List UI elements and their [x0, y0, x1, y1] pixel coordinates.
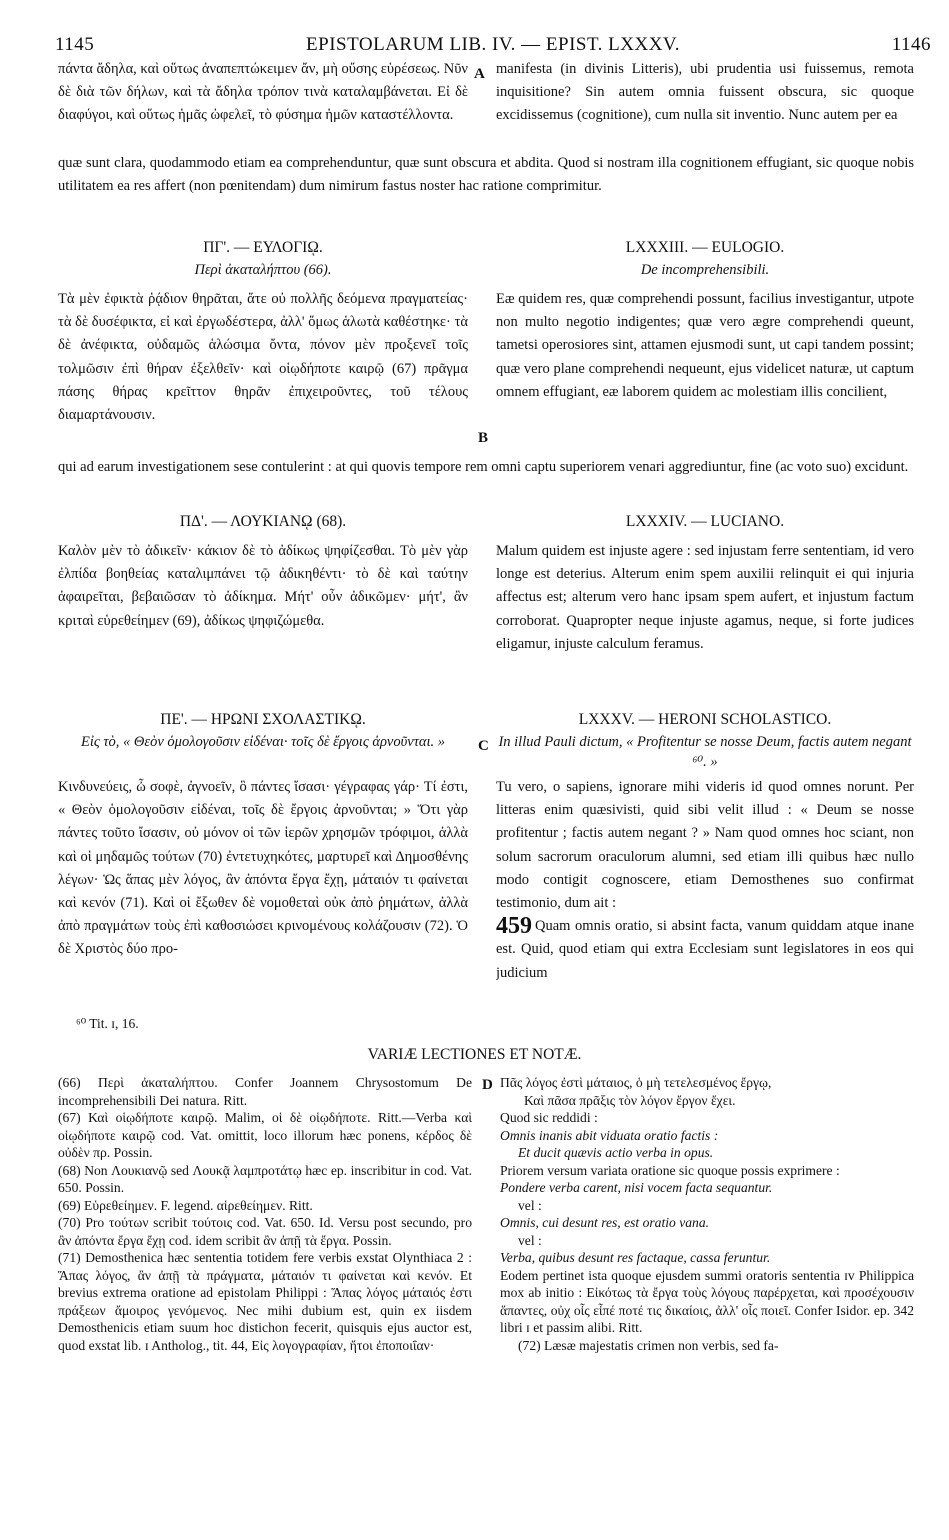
- top-latin-text: manifesta (in divinis Litteris), ubi prudentia usi fuissemus, remota inquisitione? Sin autem omnia fuissent obscura, sic quoque excidissemus (cognitione), cum nulla sit inventio. Nunc autem per ea: [496, 61, 914, 124]
- page-number-left: 1145: [55, 34, 95, 55]
- note-67: (67) Καὶ οἱῳδήποτε καιρῷ. Malim, οἱ δὲ οἱῳδήποτε. Ritt.—Verba καὶ οἱῳδήποτε καιρῷ cod. Vat. omittit, loco illorum hæc ponens, κέρδος δὲ οὐδὲν πρ. Possin.: [58, 1110, 472, 1160]
- running-header: [55, 34, 931, 56]
- running-title: EPISTOLARUM LIB. IV. — EPIST. LXXXV.: [306, 34, 680, 55]
- top-full-width: [58, 152, 914, 224]
- note-reddidi: Quod sic reddidi :: [500, 1110, 598, 1125]
- ep84-latin-text: Malum quidem est injuste agere : sed injustam ferre sententiam, id vero longe est deterius. Alterum enim spem auxilii relinquit ei qui injuria affectus est; alterum vero hanc ipsam spem aufert, et injustum factum corroborat. Quapropter neque injuste agamus, neque, si forte judices eligamur, injuste calculum feramus.: [496, 543, 914, 652]
- note-verse-1: Πᾶς λόγος ἐστὶ μάταιος, ὁ μὴ τετελεσμένος ἔργῳ,: [500, 1075, 772, 1090]
- note-latin-verse-4: Omnis, cui desunt res, est oratio vana.: [500, 1215, 710, 1230]
- margin-mark-c: C: [478, 738, 489, 754]
- note-69: (69) Εὑρεθείημεν. F. legend. αἱρεθείημεν. Ritt.: [58, 1197, 313, 1213]
- ep83-full-text: qui ad earum investigationem sese contulerint : at qui quovis tempore rem omni captu superiorem venari aggrediuntur, fine (ac voto suo) excidunt.: [58, 459, 909, 475]
- top-full-text: quæ sunt clara, quodammodo etiam ea comprehenduntur, quæ sunt obscura et abdita. Quod si nostram illa cognitionem effugiant, sic quoque nobis utilitatem ea res affert (non pœnitendam) dum nimirum fastus noster hac ratione comprimitur.: [58, 155, 914, 195]
- note-latin-verse-5: Verba, quibus desunt res factaque, cassa feruntur.: [500, 1250, 771, 1265]
- top-greek-column: [58, 58, 468, 152]
- note-72: (72) Læsæ majestatis crimen non verbis, sed fa-: [518, 1337, 779, 1353]
- ep83-latin-text: Eæ quidem res, quæ comprehendi possunt, facilius investigantur, utpote non multo negotio indigentes; quæ vero ægre comprehendi queunt, tametsi operosiores sint, attamen ejusmodi sunt, ut capi tandem possint; quæ vero plane comprehendi nequeunt, ejus videlicet naturæ, ut captum omnem effugiant, eæ laborem quidem ac molestiam illis concilient,: [496, 291, 914, 400]
- note-vel-1: vel :: [518, 1197, 542, 1213]
- ep83-greek-column: [58, 288, 468, 456]
- ep84-latin-title: LXXXIV. — LUCIANO.: [625, 513, 785, 530]
- ep85-greek-column: [58, 776, 468, 1016]
- note-latin-verse-2: Et ducit quævis actio verba in opus.: [518, 1145, 714, 1160]
- notes-title: VARIÆ LECTIONES ET NOTÆ.: [367, 1046, 582, 1063]
- notes-left-column: [58, 1074, 472, 1534]
- ep83-latin-subtitle: De incomprehensibili.: [640, 262, 770, 278]
- top-latin-column: [496, 58, 914, 152]
- ep84-greek-column: [58, 540, 468, 664]
- note-latin-verse-1: Omnis inanis abit viduata oratio factis :: [500, 1127, 719, 1143]
- ep85-greek-text: Κινδυνεύεις, ὦ σοφὲ, ἀγνοεῖν, ὃ πάντες ἴσασι· γέγραφας γάρ· Τί ἐστι, « Θεὸν ὁμολογοῦσιν εἰδέναι, τοῖς δὲ ἔργοις ἀρνοῦνται; » Ὅτι γὰρ πάντες τοῦτο ἴσασιν, οὐ μόνον οἱ τῶν ἱερῶν χρησμῶν τρόφιμοι, ἀλλὰ καὶ οἱ μηδαμῶς τούτων (70) ἐντετυχηκότες, μαρτυρεῖ καὶ Δημοσθένης λέγων· Ὡς ἅπας μὲν λόγος, ἂν ἀπόντα ἔργα ἔχῃ, μάταιόν τι φαίνεται καὶ κενόν (71). Καὶ οἱ ἔξωθεν δὲ νομοθεταὶ οὐκ ἀπὸ ῥημάτων, ἀλλὰ ἀπὸ πραγμάτων τοὺς ἐπὶ καθοσιώσει κρινομένους κολάζουσιν (72). Ὁ δὲ Χριστὸς δύο προ-: [58, 779, 468, 958]
- note-eodem: Eodem pertinet ista quoque ejusdem summi oratoris sententia ɪv Philippica mox ab initio : Εἰκότως τὰ ἔργα τοὺς λόγους παρέρχεται, καὶ προσέχουσιν ἅπαντες, οὐχ οἷς εἶπέ ποτέ τις δικαίοις, ἀλλ' οἷς ποιεῖ. Confer Isidor. ep. 342 libri ɪ et passim alibi. Ritt.: [500, 1267, 914, 1335]
- ep83-greek-text: Τὰ μὲν ἐφικτὰ ῥᾴδιον θηρᾶται, ἅτε οὐ πολλῆς δεόμενα πραγματείας· τὰ δὲ δυσέφικτα, εἰ καὶ ἐργωδέστερα, ἀλλ' ὅμως ἁλωτὰ καθέστηκε· τὰ δὲ ἀνέφικτα, οὐδαμῶς ἁλώσιμα ὄντα, πόνον μὲν προξενεῖ τοῖς τολμῶσιν ἐπὶ θήραν ἐξελθεῖν· καὶ οἱῳδήποτε καιρῷ (67) πρᾶγμα πάσης θήρας κρεῖττον θηρᾶν ἐπιχειροῦντες, τοῦ τέλους διαμαρτάνουσιν.: [58, 291, 468, 424]
- ep85-footnote: ⁶⁰ Tit. ɪ, 16.: [76, 1016, 139, 1031]
- note-66: (66) Περὶ ἀκαταλήπτου. Confer Joannem Chrysostomum De incomprehensibili Dei natura. Ritt.: [58, 1075, 472, 1108]
- ep85-latin-text-a: Tu vero, o sapiens, ignorare mihi videris id quod omnes norunt. Per litteras enim quæsivisti, quid sibi velit illud : « Deum se nosse profitentur ; factis autem negant ? » Nam quod omnes hoc sciant, non solum sacrorum oraculorum alumni, sed etiam illi quibus hæc nullo modo contigit cognoscere, etiam Demosthenes suo confirmat testimonio, dum ait :: [496, 779, 914, 912]
- note-latin-verse-3: Pondere verba carent, nisi vocem facta sequantur.: [500, 1180, 773, 1195]
- ep83-full-width: [58, 456, 914, 504]
- margin-mark-d: D: [482, 1077, 493, 1093]
- note-70: (70) Pro τούτων scribit τούτοις cod. Vat. 650. Id. Versu post secundo, pro ἂν ἀπόντα ἔργα ἔχῃ cod. idem scribit ἂν ἀπῇ τὰ ἔργα. Possin.: [58, 1215, 472, 1248]
- ep85-latin-text-b: Quam omnis oratio, si absint facta, vanum quiddam atque inane est. Quid, quod etiam qui extra Ecclesiam sunt legislatores in eos qui judicium: [496, 918, 914, 981]
- ep83-greek-title: ΠΓ'. — ΕΥΛΟΓΙῼ.: [203, 239, 323, 256]
- note-priorem: Priorem versum variata oratione sic quoque possis exprimere :: [500, 1162, 840, 1178]
- margin-mark-b: B: [478, 430, 489, 446]
- ep83-latin-title: LXXXIII. — EULOGIO.: [625, 239, 785, 256]
- note-vel-2: vel :: [518, 1232, 542, 1248]
- ep85-latin-title: LXXXV. — HERONI SCHOLASTICO.: [578, 711, 832, 728]
- ep84-greek-title: ΠΔ'. — ΛΟΥΚΙΑΝῼ (68).: [179, 513, 347, 530]
- note-verse-2: Καὶ πᾶσα πρᾶξις τὸν λόγον ἔργον ἔχει.: [524, 1092, 736, 1108]
- note-68: (68) Non Λουκιανῷ sed Λουκᾷ λαμπροτάτῳ hæc ep. inscribitur in cod. Vat. 650. Possin.: [58, 1162, 472, 1195]
- ep85-greek-subtitle: Εἰς τὸ, « Θεὸν ὁμολογοῦσιν εἰδέναι· τοῖς δὲ ἔργοις ἀρνοῦνται. »: [80, 734, 446, 750]
- margin-mark-a: A: [474, 66, 485, 82]
- ep85-latin-subtitle: In illud Pauli dictum, « Profitentur se nosse Deum, factis autem negant ⁶⁰. »: [498, 734, 912, 770]
- top-greek-text: πάντα ἄδηλα, καὶ οὕτως ἀναπεπτώκειμεν ἄν, μὴ οὔσης εὑρέσεως. Νῦν δὲ διὰ τῶν δήλων, καὶ τὰ ἄδηλα τρόπον τινὰ καταλαμβάνεται. Εἰ δὲ διαφύγοι, καὶ οὕτως ἡμᾶς ὠφελεῖ, τὸ φύσημα ἡμῶν καταστέλλοντα.: [58, 61, 468, 124]
- ep84-latin-column: [496, 540, 914, 704]
- page-number-right: 1146: [891, 34, 931, 55]
- notes-right-column: [500, 1074, 914, 1534]
- note-71: (71) Demosthenica hæc sententia totidem fere verbis exstat Olynthiaca 2 : Ἅπας λόγος, ἂν ἀπῇ τὰ πράγματα, μάταιόν τι φαίνεται καὶ κενόν. Et brevius extrema oratione ad epistolam Philippi : Ἅπας λόγος μάταιός ἐστι πράξεων ἄμοιρος γενόμενος. Nec mihi dubium est, quin ex iisdem Demosthenicis etiam suum hoc distichon fecerit, quisquis ejus auctor est, quod exstat lib. ɪ Antholog., tit. 44, Εἰς λογογραφίαν, ἤτοι ἐποποιΐαν·: [58, 1250, 472, 1353]
- ep83-greek-subtitle: Περὶ ἀκαταλήπτου (66).: [194, 262, 332, 278]
- ep83-latin-column: [496, 288, 914, 456]
- column-number-459: 459: [496, 913, 532, 940]
- ep85-latin-column: [496, 776, 914, 1036]
- ep85-greek-title: ΠΕ'. — ΗΡΩΝΙ ΣΧΟΛΑΣΤΙΚῼ.: [160, 711, 366, 728]
- ep84-greek-text: Καλὸν μὲν τὸ ἀδικεῖν· κάκιον δὲ τὸ ἀδίκως ψηφίζεσθαι. Τὸ μὲν γὰρ ἐλπίδα βοηθείας καταλιμπάνει τῷ ἀδικηθέντι· τὸ δὲ καὶ ταύτην ἀφαιρεῖται, βεβαιῶσαν τὸ ἀδίκημα. Μήτ' οὖν ἀδικῶμεν· μήτ', ἂν κριταὶ εὑρεθείημεν (69), ἀδίκως ψηφιζώμεθα.: [58, 543, 468, 629]
